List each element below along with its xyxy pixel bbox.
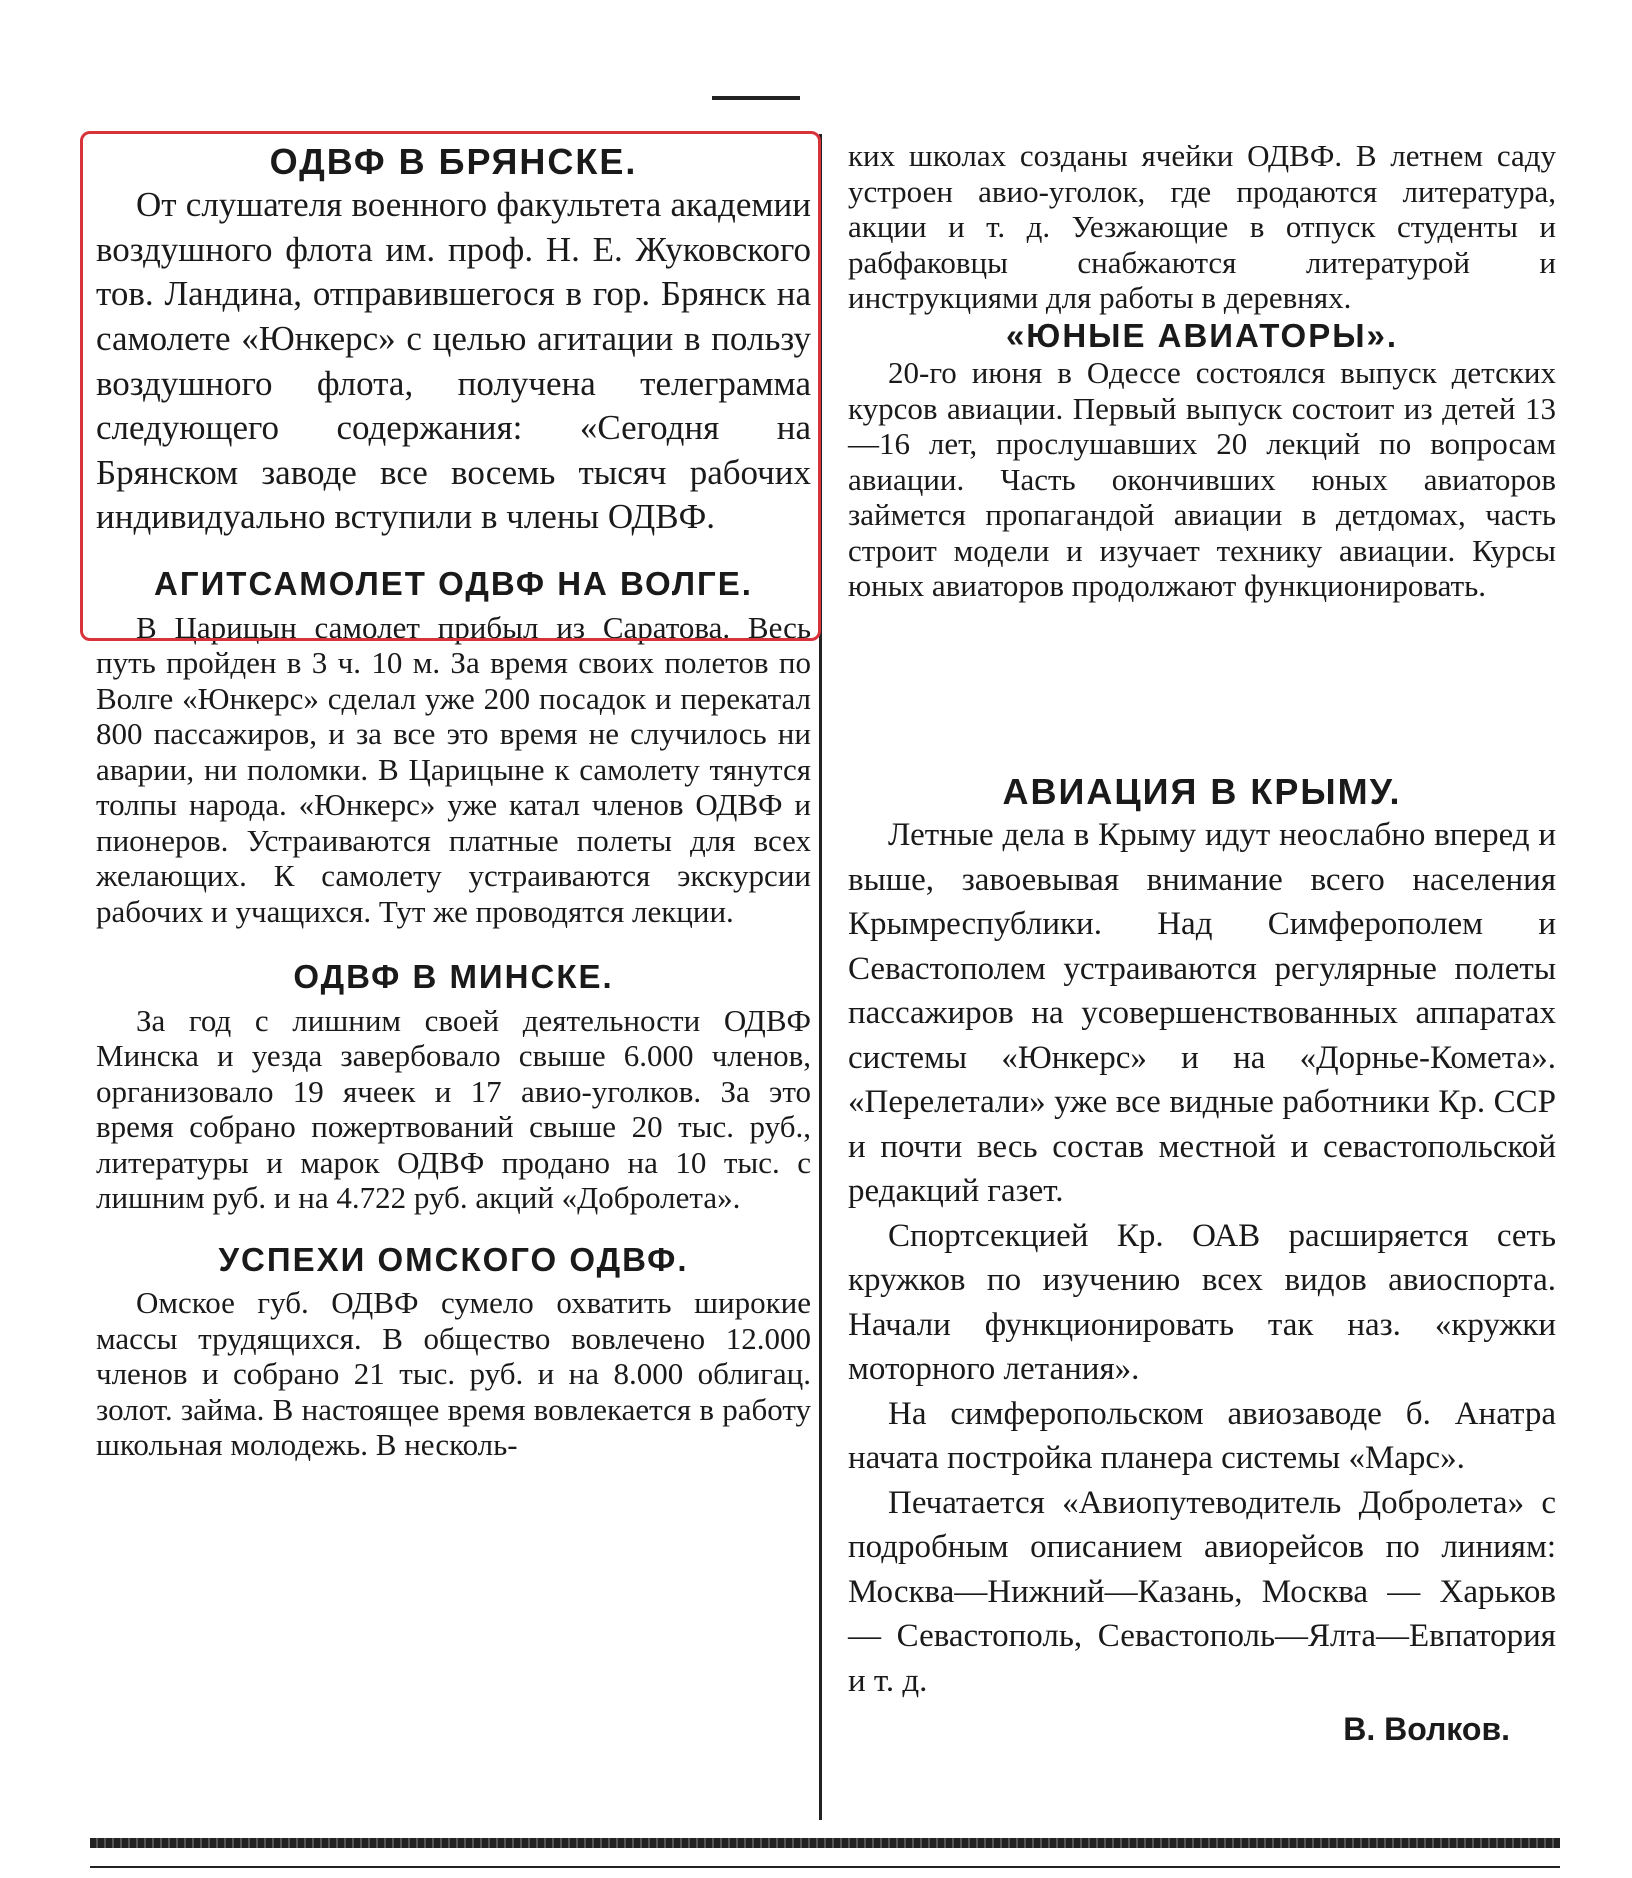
- crimea-paragraph-3: На симферопольском авиозаводе б. Анатра начата постройка планера системы «Марс».: [848, 1395, 1556, 1477]
- bottom-rule-thin: [90, 1866, 1560, 1868]
- article-body: 20-го июня в Одессе состоялся выпуск детских курсов авиации. Первый выпуск состоит из детей 13—16 лет, прослушавших 20 лекций по вопросам авиации. Часть окончивших юных авиаторов займется пропагандой авиации в детдомах, часть строит модели и изучает технику авиации. Курсы юных авиаторов продолжают функционировать.: [848, 355, 1556, 604]
- article-body: В Царицын самолет прибыл из Саратова. Весь путь пройден в 3 ч. 10 м. За время своих полетов по Волге «Юнкерс» сделал уже 200 посадок и перекатал 800 пассажиров, и за все это время не случилось ни аварии, ни поломки. В Царицыне к самолету тянутся толпы народа. «Юнкерс» уже катал членов ОДВФ и пионеров. Устраиваются платные полеты для всех желающих. К самолету устраиваются экскурсии рабочих и учащихся. Тут же проводятся лекции.: [96, 609, 811, 929]
- article-title: ОДВФ В МИНСКЕ.: [293, 958, 614, 996]
- crimea-paragraph-2: Спортсекцией Кр. ОАВ расширяется сеть кружков по изучению всех видов авиоспорта. Начали функционировать так наз. «кружки моторного летания».: [848, 1217, 1556, 1388]
- top-rule: [712, 96, 800, 100]
- article-body: За год с лишним своей деятельности ОДВФ Минска и уезда завербовало свыше 6.000 членов, организовало 19 ячеек и 17 авио-уголков. За это время собрано пожертвований свыше 20 тыс. руб., литературы и марок ОДВФ продано на 10 тыс. с лишним руб. и на 4.722 руб. акций «Добролета».: [96, 1002, 811, 1216]
- bottom-rule-thick: [90, 1838, 1560, 1848]
- article-title: «ЮНЫЕ АВИАТОРЫ».: [1005, 316, 1399, 354]
- article-title: УСПЕХИ ОМСКОГО ОДВФ.: [218, 1240, 689, 1278]
- right-column-top: [848, 138, 1556, 604]
- article-minsk: [96, 957, 811, 1216]
- crimea-paragraph-1: Летные дела в Крыму идут неослабно вперед и выше, завоевывая внимание всего населения Крымреспублики. Над Симферополем и Севастополем устраиваются регулярные полеты пассажиров на усовершенствованных аппаратах системы «Юнкерс» и на «Дорнье-Комета». «Перелетали» уже все видные работники Кр. ССР и почти весь состав местной и севастопольской редакций газет.: [848, 817, 1556, 1210]
- article-body-part2: ких школах созданы ячейки ОДВФ. В летнем саду устроен авио-уголок, где продаются литература, акции и т. д. Уезжающие в отпуск студенты и рабфаковцы снабжаются литературой и инструкциями для работы в деревнях.: [848, 138, 1556, 315]
- highlight-box: [80, 131, 821, 641]
- article-title: АГИТСАМОЛЕТ ОДВФ НА ВОЛГЕ.: [154, 564, 753, 602]
- article-title: ОДВФ В БРЯНСКЕ.: [269, 141, 638, 182]
- article-body-part1: Омское губ. ОДВФ сумело охватить широкие массы трудящихся. В общество вовлечено 12.000 членов и собрано 21 тыс. руб. и на 8.000 облигац. золот. займа. В настоящее время вовлекается в работу школьная молодежь. В несколь-: [96, 1285, 811, 1463]
- crimea-paragraph-4: Печатается «Авиопутеводитель Добролета» с подробным описанием авиорейсов по линиям: Москва—Нижний—Казань, Москва — Харьков — Севастополь, Севастополь—Ялта—Евпатория и т. д.: [848, 1484, 1556, 1699]
- article-body: От слушателя военного факультета академии воздушного флота им. проф. Н. Е. Жуковского тов. Ландина, отправившегося в гор. Брянск на самолете «Юнкерс» с целью агитации в пользу воздушного флота, получена телеграмма следующего содержания: «Сегодня на Брянском заводе все восемь тысяч рабочих индивидуально вступили в члены ОДВФ.: [96, 185, 811, 537]
- article-title: АВИАЦИЯ В КРЫМУ.: [1002, 771, 1402, 812]
- article-young-aviators: [848, 316, 1556, 604]
- right-column-crimea: [848, 770, 1556, 1752]
- article-omsk: [96, 1240, 811, 1463]
- article-crimea: [848, 770, 1556, 1752]
- author-signature: В. Волков.: [1343, 1711, 1510, 1748]
